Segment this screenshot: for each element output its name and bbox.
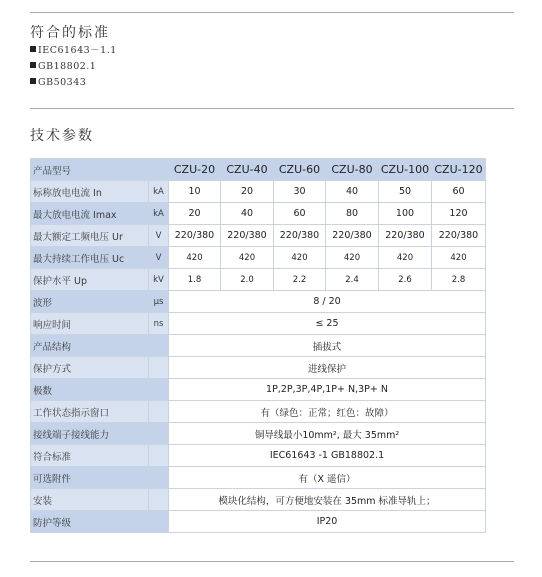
row-unit: μs: [149, 291, 169, 313]
value-cell: 40: [221, 203, 274, 225]
table-row: [31, 467, 486, 489]
model-header-cell: CZU-20: [169, 159, 221, 181]
shared-value-cell: 模块化结构，可方便地安装在 35mm 标准导轨上；: [169, 489, 486, 511]
value-cell: 60: [432, 181, 486, 203]
row-label: 保护水平 Up: [31, 269, 149, 291]
value-cell: 420: [379, 247, 432, 269]
top-rule: [30, 12, 514, 13]
row-unit: kA: [149, 181, 169, 203]
value-cell: 2.6: [379, 269, 432, 291]
shared-value-cell: ≤ 25: [169, 313, 486, 335]
row-label: 最大持续工作电压 Uc: [31, 247, 149, 269]
row-unit: [149, 489, 169, 511]
row-label: 保护方式: [31, 357, 149, 379]
table-row: [31, 489, 486, 511]
model-header-cell: CZU-80: [326, 159, 379, 181]
header-label: 产品型号: [31, 159, 149, 181]
row-label: 产品结构: [31, 335, 149, 357]
value-cell: 420: [221, 247, 274, 269]
table-row: [31, 335, 486, 357]
standards-list: [30, 43, 117, 91]
standard-item: GB50343: [30, 75, 117, 91]
value-cell: 220/380: [169, 225, 221, 247]
shared-value-cell: 有（X 遥信）: [169, 467, 486, 489]
value-cell: 220/380: [221, 225, 274, 247]
bottom-rule: [30, 561, 514, 562]
standard-item: GB18802.1: [30, 59, 117, 75]
value-cell: 10: [169, 181, 221, 203]
standards-title: 符合的标准: [30, 25, 110, 41]
value-cell: 220/380: [379, 225, 432, 247]
value-cell: 80: [326, 203, 379, 225]
value-cell: 50: [379, 181, 432, 203]
value-cell: 2.2: [274, 269, 326, 291]
table-row: [31, 269, 486, 291]
value-cell: 2.0: [221, 269, 274, 291]
row-label: 波形: [31, 291, 149, 313]
standard-item: IEC61643－1.1: [30, 43, 117, 59]
row-label: 符合标准: [31, 445, 149, 467]
table-row: [31, 203, 486, 225]
table-row: [31, 225, 486, 247]
shared-value-cell: 8 / 20: [169, 291, 486, 313]
model-header-cell: CZU-120: [432, 159, 486, 181]
square-bullet-icon: [30, 46, 36, 52]
header-unit-cell: [149, 159, 169, 181]
model-header-cell: CZU-40: [221, 159, 274, 181]
table-row: [31, 247, 486, 269]
value-cell: 220/380: [326, 225, 379, 247]
shared-value-cell: 插拔式: [169, 335, 486, 357]
row-unit: kV: [149, 269, 169, 291]
spec-table: [30, 158, 486, 533]
row-label: 标称放电电流 In: [31, 181, 149, 203]
table-row: [31, 357, 486, 379]
value-cell: 20: [169, 203, 221, 225]
table-row: [31, 181, 486, 203]
value-cell: 60: [274, 203, 326, 225]
value-cell: 120: [432, 203, 486, 225]
row-label: 最大额定工频电压 Ur: [31, 225, 149, 247]
row-label: 响应时间: [31, 313, 149, 335]
row-label: 极数: [31, 379, 149, 401]
value-cell: 220/380: [274, 225, 326, 247]
table-row: [31, 291, 486, 313]
value-cell: 420: [274, 247, 326, 269]
row-label: 最大放电电流 Imax: [31, 203, 149, 225]
row-unit: kA: [149, 203, 169, 225]
value-cell: 100: [379, 203, 432, 225]
value-cell: 20: [221, 181, 274, 203]
row-unit: [149, 335, 169, 357]
shared-value-cell: 有（绿色：正常；红色：故障）: [169, 401, 486, 423]
square-bullet-icon: [30, 78, 36, 84]
shared-value-cell: IP20: [169, 511, 486, 533]
section-rule: [30, 108, 514, 109]
row-unit: [149, 511, 169, 533]
row-unit: [149, 357, 169, 379]
table-row: [31, 445, 486, 467]
value-cell: 420: [432, 247, 486, 269]
row-unit: [149, 401, 169, 423]
value-cell: 2.4: [326, 269, 379, 291]
square-bullet-icon: [30, 62, 36, 68]
shared-value-cell: 进线保护: [169, 357, 486, 379]
table-header-row: [31, 159, 486, 181]
row-unit: [149, 445, 169, 467]
value-cell: 420: [326, 247, 379, 269]
row-label: 安装: [31, 489, 149, 511]
value-cell: 220/380: [432, 225, 486, 247]
row-unit: [149, 379, 169, 401]
row-unit: [149, 423, 169, 445]
value-cell: 40: [326, 181, 379, 203]
row-unit: V: [149, 247, 169, 269]
value-cell: 2.8: [432, 269, 486, 291]
value-cell: 420: [169, 247, 221, 269]
row-unit: ns: [149, 313, 169, 335]
tech-params-title: 技术参数: [30, 128, 94, 144]
row-label: 防护等级: [31, 511, 149, 533]
row-unit: V: [149, 225, 169, 247]
value-cell: 1.8: [169, 269, 221, 291]
table-row: [31, 401, 486, 423]
row-label: 可选附件: [31, 467, 149, 489]
value-cell: 30: [274, 181, 326, 203]
shared-value-cell: 1P,2P,3P,4P,1P+ N,3P+ N: [169, 379, 486, 401]
table-row: [31, 379, 486, 401]
shared-value-cell: 铜导线最小10mm², 最大 35mm²: [169, 423, 486, 445]
table-row: [31, 313, 486, 335]
row-label: 接线端子接线能力: [31, 423, 149, 445]
model-header-cell: CZU-100: [379, 159, 432, 181]
table-row: [31, 511, 486, 533]
row-unit: [149, 467, 169, 489]
row-label: 工作状态指示窗口: [31, 401, 149, 423]
table-row: [31, 423, 486, 445]
model-header-cell: CZU-60: [274, 159, 326, 181]
shared-value-cell: IEC61643 -1 GB18802.1: [169, 445, 486, 467]
